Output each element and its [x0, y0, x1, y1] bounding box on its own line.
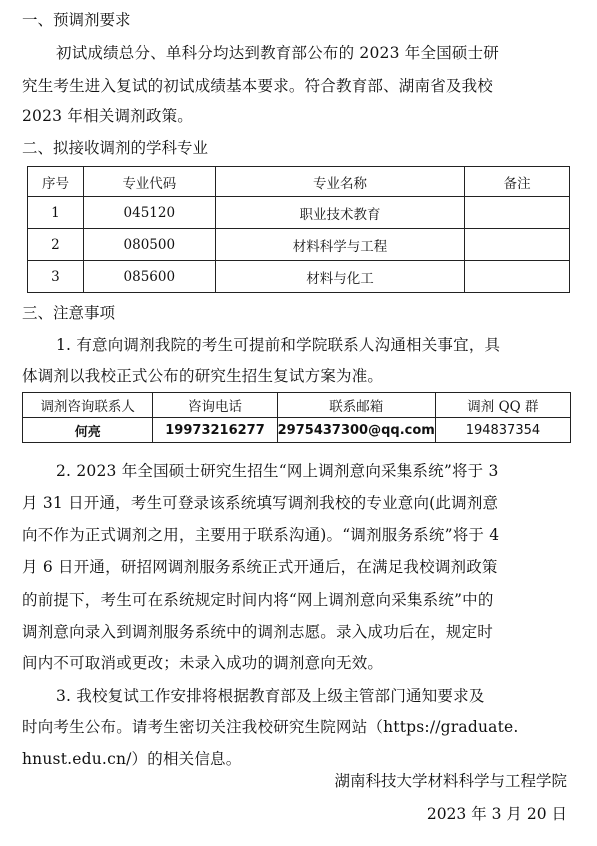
section-2-heading: 二、拟接收调剂的学科专业	[22, 139, 209, 157]
contact-email: 2975437300@qq.com	[277, 418, 435, 443]
item-2-line-5: 的前提下，考生可在系统规定时间内将“网上调剂意向采集系统”中的	[22, 591, 494, 609]
item-2-line-4: 月 6 日开通，研招网调剂服务系统正式开通后，在满足我校调剂政策	[22, 558, 498, 576]
cell-code: 085600	[83, 261, 215, 293]
cell-index: 1	[28, 197, 84, 229]
majors-table	[27, 166, 570, 293]
section-1-line-3: 2023 年相关调剂政策。	[22, 107, 193, 125]
section-1-heading: 一、预调剂要求	[22, 11, 131, 29]
item-2-line-2: 月 31 日开通，考生可登录该系统填写调剂我校的专业意向(此调剂意	[22, 494, 499, 512]
cell-code: 080500	[83, 229, 215, 261]
cell-code: 045120	[83, 197, 215, 229]
cell-notes	[465, 261, 570, 293]
table-row	[28, 197, 570, 229]
header-contact-person: 调剂咨询联系人	[23, 393, 153, 418]
item-3-line-2: 时向考生公布。请考生密切关注我校研究生院网站（https://graduate.	[22, 718, 519, 736]
item-3-line-1: 3. 我校复试工作安排将根据教育部及上级主管部门通知要求及	[56, 687, 485, 705]
header-code: 专业代码	[83, 167, 215, 197]
majors-table-header	[28, 167, 570, 197]
cell-notes	[465, 229, 570, 261]
header-phone: 咨询电话	[153, 393, 277, 418]
item-2-line-6: 调剂意向录入到调剂服务系统中的调剂志愿。录入成功后在，规定时	[22, 623, 494, 641]
cell-name: 职业技术教育	[215, 197, 464, 229]
section-3-heading: 三、注意事项	[22, 304, 116, 322]
item-1-line-2: 体调剂以我校正式公布的研究生招生复试方案为准。	[22, 367, 384, 385]
signature-org: 湖南科技大学材料科学与工程学院	[334, 772, 567, 790]
table-row	[28, 261, 570, 293]
contact-qq-group: 194837354	[435, 418, 570, 443]
contact-table	[22, 392, 571, 443]
cell-name: 材料与化工	[215, 261, 464, 293]
section-1-line-1: 初试成绩总分、单科分均达到教育部公布的 2023 年全国硕士研	[56, 44, 500, 62]
contact-phone: 19973216277	[153, 418, 277, 443]
item-3-line-3: hnust.edu.cn/）的相关信息。	[22, 750, 242, 768]
item-2-line-3: 向不作为正式调剂之用，主要用于联系沟通)。“调剂服务系统”将于 4	[22, 526, 500, 544]
item-2-line-1: 2. 2023 年全国硕士研究生招生“网上调剂意向采集系统”将于 3	[56, 462, 499, 480]
contact-table-header	[23, 393, 571, 418]
cell-name: 材料科学与工程	[215, 229, 464, 261]
header-qq-group: 调剂 QQ 群	[435, 393, 570, 418]
header-name: 专业名称	[215, 167, 464, 197]
contact-person: 何亮	[23, 418, 153, 443]
signature-date: 2023 年 3 月 20 日	[426, 805, 567, 823]
table-row	[28, 229, 570, 261]
item-2-line-7: 间内不可取消或更改；未录入成功的调剂意向无效。	[22, 654, 384, 672]
header-email: 联系邮箱	[277, 393, 435, 418]
header-notes: 备注	[465, 167, 570, 197]
item-1-line-1: 1. 有意向调剂我院的考生可提前和学院联系人沟通相关事宜，具	[56, 336, 501, 354]
header-index: 序号	[28, 167, 84, 197]
cell-index: 3	[28, 261, 84, 293]
cell-index: 2	[28, 229, 84, 261]
cell-notes	[465, 197, 570, 229]
table-row	[23, 418, 571, 443]
section-1-line-2: 究生考生进入复试的初试成绩基本要求。符合教育部、湖南省及我校	[22, 77, 494, 95]
